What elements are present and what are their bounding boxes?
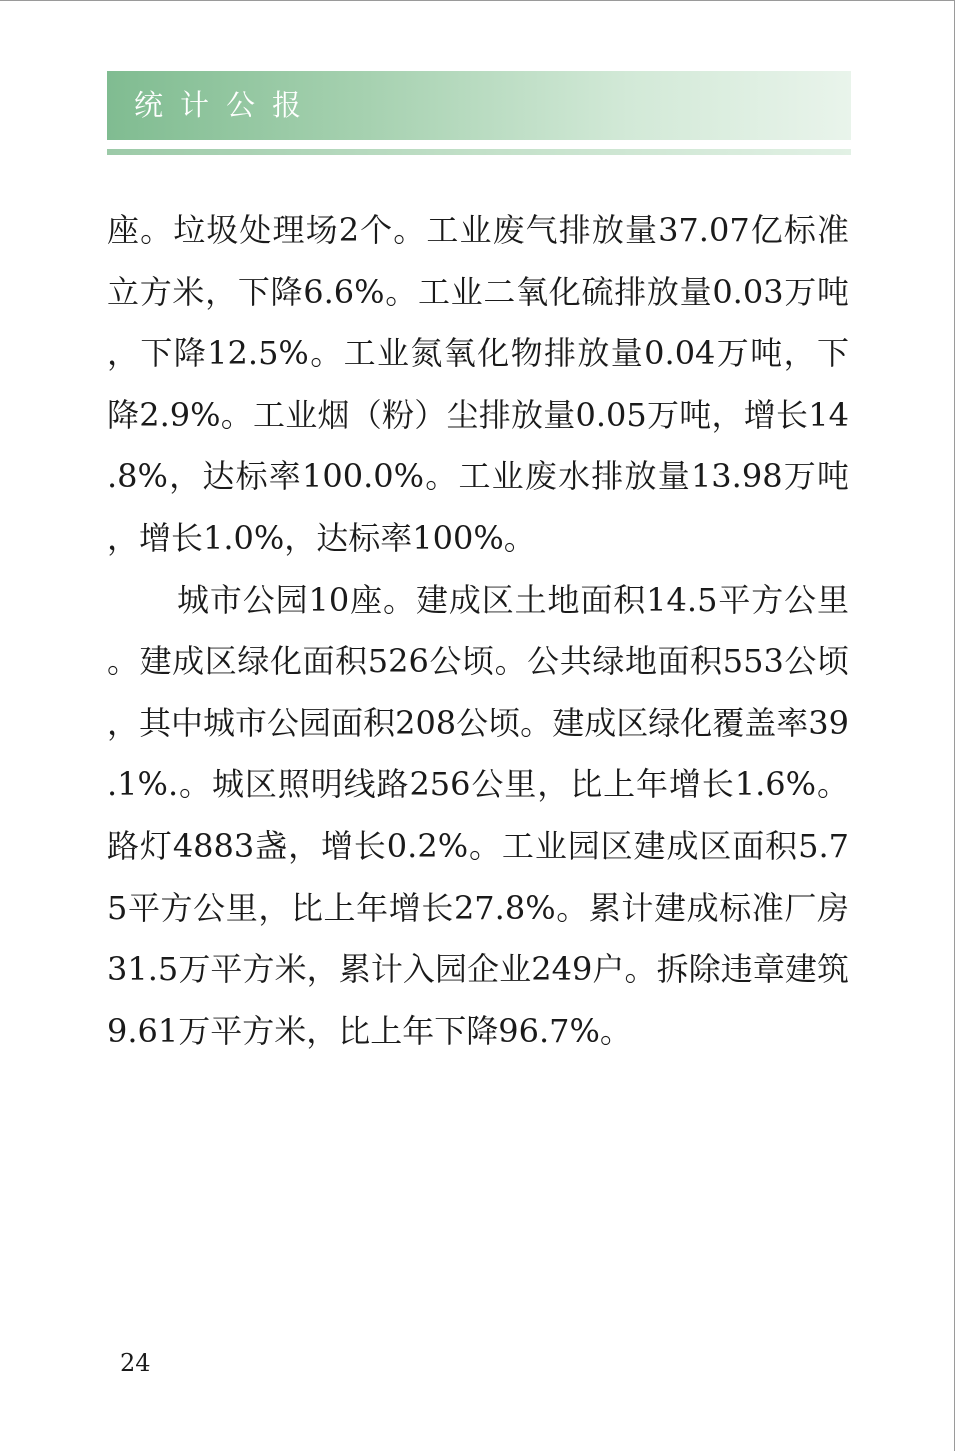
paragraph-urban-construction: 城市公园10座。建成区土地面积14.5平方公里。建成区绿化面积526公顷。公共绿地面积553公顷，其中城市公园面积208公顷。建成区绿化覆盖率39.1%.。城区照明线路256公里，比上年增长1.6%。路灯4883盏，增长0.2%。工业园区建成区面积5.75平方公里，比上年增长27.8%。累计建成标准厂房31.5万平方米，累计入园企业249户。拆除违章建筑9.61万平方米，比上年下降96.7%。 <box>107 580 849 1050</box>
paragraph-continued: 座。垃圾处理场2个。工业废气排放量37.07亿标准立方米，下降6.6%。工业二氧化硫排放量0.03万吨，下降12.5%。工业氮氧化物排放量0.04万吨，下降2.9%。工业烟（粉）尘排放量0.05万吨，增长14.8%，达标率100.0%。工业废水排放量13.98万吨，增长1.0%，达标率100%。 <box>107 211 849 557</box>
header-divider <box>107 149 851 155</box>
page-title: 统计公报 <box>134 88 319 122</box>
header-band <box>107 71 851 140</box>
article-body <box>107 200 849 1062</box>
page-number: 24 <box>120 1349 151 1377</box>
